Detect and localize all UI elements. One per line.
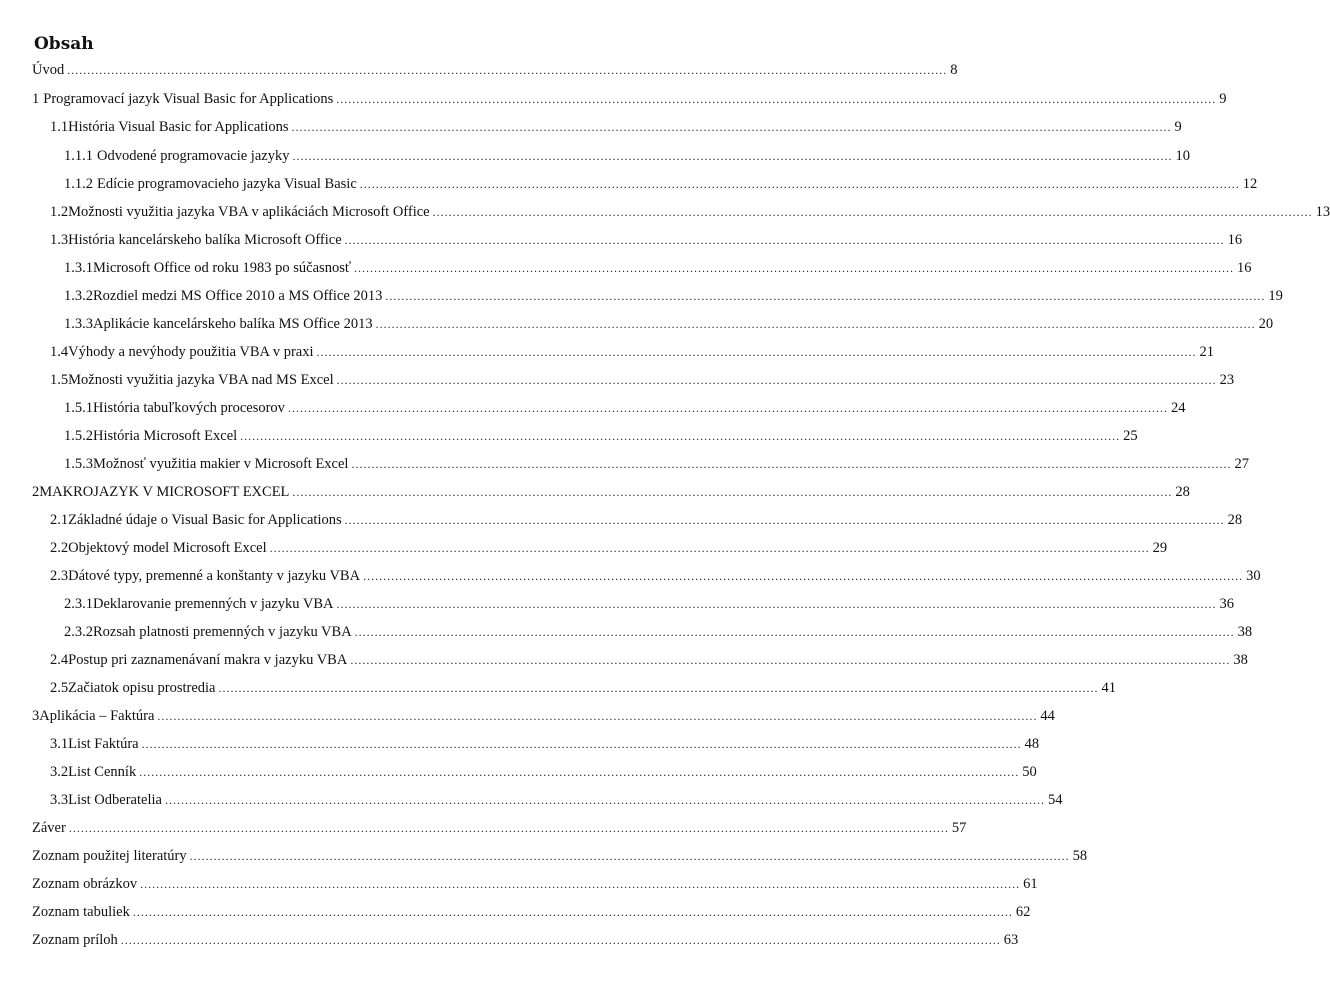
toc-entry-title: Zoznam tabuliek	[32, 904, 130, 920]
toc-entry-number: 1.5	[50, 372, 69, 388]
toc-entry-page: 25	[1123, 428, 1138, 444]
toc-dot-leader: ............................................................................................................................................................................................................................	[141, 737, 1022, 751]
toc-entry-page: 38	[1233, 652, 1248, 668]
toc-entry[interactable]	[50, 117, 1182, 137]
toc-entry-page: 38	[1237, 624, 1253, 640]
toc-entry-page: 54	[1047, 792, 1063, 808]
toc-dot-leader: ............................................................................................................................................................................................................................	[354, 625, 1235, 639]
toc-entry-number: 3.1	[50, 736, 69, 752]
toc-dot-leader: ............................................................................................................................................................................................................................	[385, 289, 1266, 303]
toc-entry-page: 19	[1268, 288, 1283, 304]
toc-entry-page: 20	[1258, 316, 1274, 332]
toc-dot-leader: ............................................................................................................................................................................................................................	[432, 205, 1313, 219]
toc-entry-page: 28	[1227, 512, 1243, 528]
toc-entry[interactable]	[50, 230, 1243, 250]
toc-entry-title: Odvodené programovacie jazyky	[97, 148, 290, 164]
toc-entry-page: 48	[1024, 736, 1040, 752]
toc-dot-leader: ............................................................................................................................................................................................................................	[67, 63, 948, 77]
toc-entry-number: 2.5	[50, 680, 69, 696]
toc-dot-leader: ............................................................................................................................................................................................................................	[354, 261, 1235, 275]
toc-entry-number: 1.1	[50, 119, 69, 135]
toc-dot-leader: ............................................................................................................................................................................................................................	[68, 821, 949, 835]
toc-entry[interactable]	[64, 146, 1190, 166]
toc-entry-number: 1.5.1	[64, 400, 93, 416]
toc-dot-leader: ............................................................................................................................................................................................................................	[120, 933, 1001, 947]
toc-entry[interactable]	[64, 454, 1249, 474]
toc-entry-title: Dátové typy, premenné a konštanty v jazyku VBA	[68, 568, 361, 584]
toc-entry-title: Záver	[32, 820, 66, 836]
toc-dot-leader: ............................................................................................................................................................................................................................	[132, 905, 1013, 919]
toc-dot-leader: ............................................................................................................................................................................................................................	[363, 569, 1244, 583]
toc-entry-page: 24	[1170, 400, 1186, 416]
toc-entry-number: 1.2	[50, 204, 69, 220]
toc-entry-number: 1	[32, 91, 40, 107]
toc-entry-title: Výhody a nevýhody použitia VBA v praxi	[68, 344, 314, 360]
toc-entry-number: 1.5.3	[64, 456, 93, 472]
toc-entry-page: 16	[1227, 232, 1243, 248]
toc-entry-number: 2.2	[50, 540, 69, 556]
toc-entry[interactable]	[50, 762, 1037, 782]
toc-entry[interactable]	[32, 846, 1088, 866]
toc-dot-leader: ............................................................................................................................................................................................................................	[375, 317, 1256, 331]
toc-entry[interactable]	[32, 874, 1038, 894]
toc-dot-leader: ............................................................................................................................................................................................................................	[218, 681, 1099, 695]
toc-entry[interactable]	[32, 482, 1190, 502]
toc-dot-leader: ............................................................................................................................................................................................................................	[316, 345, 1197, 359]
toc-entry-page: 8	[950, 62, 958, 78]
toc-entry-number: 1.1.2	[64, 176, 93, 192]
toc-entry-title: História Microsoft Excel	[93, 428, 238, 444]
toc-entry[interactable]	[64, 258, 1252, 278]
toc-entry-title: List Odberatelia	[68, 792, 162, 808]
toc-dot-leader: ............................................................................................................................................................................................................................	[292, 149, 1173, 163]
toc-entry-page: 57	[951, 820, 967, 836]
toc-dot-leader: ............................................................................................................................................................................................................................	[351, 457, 1232, 471]
toc-entry[interactable]	[50, 678, 1116, 698]
toc-entry[interactable]	[32, 706, 1055, 726]
toc-entry-title: Programovací jazyk Visual Basic for Applications	[43, 91, 334, 107]
toc-entry-page: 9	[1219, 91, 1227, 107]
toc-entry-page: 62	[1015, 904, 1031, 920]
toc-entry[interactable]	[32, 60, 958, 80]
toc-entry-number: 1.5.2	[64, 428, 93, 444]
toc-entry-page: 28	[1175, 484, 1190, 500]
toc-entry-title: List Cenník	[68, 764, 137, 780]
toc-entry-title: Postup pri zaznamenávaní makra v jazyku VBA	[68, 652, 348, 668]
toc-entry-title: Úvod	[32, 62, 65, 78]
toc-entry-number: 1.4	[50, 344, 69, 360]
toc-entry-number: 3.3	[50, 792, 69, 808]
toc-entry-number: 2.1	[50, 512, 69, 528]
toc-dot-leader: ............................................................................................................................................................................................................................	[359, 177, 1240, 191]
toc-entry-number: 2.3	[50, 568, 69, 584]
toc-entry[interactable]	[50, 510, 1243, 530]
toc-entry-number: 1.3.3	[64, 316, 93, 332]
toc-entry-page: 41	[1101, 680, 1116, 696]
toc-entry-title: História kancelárskeho balíka Microsoft Office	[68, 232, 342, 248]
toc-entry-number: 2	[32, 484, 40, 500]
toc-entry-title: História tabuľkových procesorov	[93, 400, 285, 416]
toc-entry-title: Možnosť využitia makier v Microsoft Excel	[93, 456, 349, 472]
toc-dot-leader: ............................................................................................................................................................................................................................	[139, 765, 1020, 779]
toc-entry[interactable]	[32, 89, 1227, 109]
toc-entry[interactable]	[64, 622, 1253, 642]
toc-entry-title: Deklarovanie premenných v jazyku VBA	[93, 596, 334, 612]
toc-dot-leader: ............................................................................................................................................................................................................................	[240, 429, 1121, 443]
toc-entry-title: Edície programovacieho jazyka Visual Basic	[97, 176, 357, 192]
toc-entry-title: Microsoft Office od roku 1983 po súčasnosť	[93, 260, 352, 276]
toc-entry[interactable]	[32, 902, 1031, 922]
toc-entry-number: 2.4	[50, 652, 69, 668]
toc-entry-title: Rozsah platnosti premenných v jazyku VBA	[93, 624, 352, 640]
toc-entry-title: Aplikácie kancelárskeho balíka MS Office 2013	[93, 316, 373, 332]
toc-entry-number: 2.3.2	[64, 624, 93, 640]
toc-entry-number: 1.3.1	[64, 260, 93, 276]
toc-entry-page: 10	[1175, 148, 1190, 164]
toc-dot-leader: ............................................................................................................................................................................................................................	[336, 92, 1217, 106]
toc-entry[interactable]	[64, 398, 1186, 418]
toc-entry-title: Objektový model Microsoft Excel	[68, 540, 267, 556]
toc-entry[interactable]	[64, 174, 1258, 194]
toc-entry-title: Zoznam použitej literatúry	[32, 848, 187, 864]
toc-entry-title: Zoznam obrázkov	[32, 876, 138, 892]
toc-dot-leader: ............................................................................................................................................................................................................................	[344, 513, 1225, 527]
toc-entry-page: 50	[1022, 764, 1037, 780]
toc-entry[interactable]	[50, 790, 1063, 810]
toc-entry-page: 23	[1219, 372, 1235, 388]
toc-dot-leader: ............................................................................................................................................................................................................................	[350, 653, 1231, 667]
toc-entry[interactable]	[32, 818, 967, 838]
toc-dot-leader: ............................................................................................................................................................................................................................	[344, 233, 1225, 247]
toc-entry-title: Rozdiel medzi MS Office 2010 a MS Office 2013	[93, 288, 383, 304]
toc-entry[interactable]	[64, 426, 1138, 446]
toc-dot-leader: ............................................................................................................................................................................................................................	[336, 597, 1217, 611]
toc-entry-title: List Faktúra	[68, 736, 139, 752]
toc-entry-page: 21	[1199, 344, 1215, 360]
toc-dot-leader: ............................................................................................................................................................................................................................	[164, 793, 1045, 807]
toc-entry-title: Začiatok opisu prostredia	[68, 680, 216, 696]
toc-entry-page: 29	[1152, 540, 1168, 556]
toc-entry-title: Možnosti využitia jazyka VBA nad MS Excel	[68, 372, 334, 388]
toc-entry-title: História Visual Basic for Applications	[68, 119, 289, 135]
toc-entry-title: Aplikácia – Faktúra	[39, 708, 155, 724]
toc-entry[interactable]	[64, 594, 1235, 614]
toc-entry-number: 1.1.1	[64, 148, 93, 164]
toc-entry-page: 61	[1023, 876, 1038, 892]
toc-entry-title: Zoznam príloh	[32, 932, 118, 948]
toc-dot-leader: ............................................................................................................................................................................................................................	[140, 877, 1021, 891]
toc-entry[interactable]	[50, 342, 1215, 362]
toc-entry[interactable]	[50, 538, 1168, 558]
toc-dot-leader: ............................................................................................................................................................................................................................	[336, 373, 1217, 387]
toc-dot-leader: ............................................................................................................................................................................................................................	[189, 849, 1070, 863]
toc-entry[interactable]	[64, 314, 1274, 334]
toc-entry[interactable]	[50, 734, 1040, 754]
toc-entry-page: 12	[1242, 176, 1258, 192]
toc-entry[interactable]	[50, 566, 1261, 586]
toc-entry[interactable]	[64, 286, 1283, 306]
toc-entry-page: 27	[1234, 456, 1249, 472]
toc-entry-title: Možnosti využitia jazyka VBA v aplikáciách Microsoft Office	[68, 204, 430, 220]
toc-entry-number: 2.3.1	[64, 596, 93, 612]
toc-entry-title: Základné údaje o Visual Basic for Applications	[68, 512, 342, 528]
toc-entry-page: 58	[1072, 848, 1088, 864]
toc-entry-page: 63	[1003, 932, 1019, 948]
toc-heading: Obsah	[34, 34, 94, 54]
toc-entry-title: MAKROJAZYK V MICROSOFT EXCEL	[39, 484, 290, 500]
toc-entry-page: 9	[1174, 119, 1182, 135]
toc-entry[interactable]	[50, 202, 1330, 222]
toc-dot-leader: ............................................................................................................................................................................................................................	[287, 401, 1168, 415]
toc-entry-page: 36	[1219, 596, 1235, 612]
toc-dot-leader: ............................................................................................................................................................................................................................	[269, 541, 1150, 555]
toc-entry[interactable]	[50, 650, 1248, 670]
toc-entry-page: 44	[1040, 708, 1055, 724]
toc-entry-number: 1.3.2	[64, 288, 93, 304]
toc-entry-number: 3	[32, 708, 40, 724]
toc-entry-number: 3.2	[50, 764, 69, 780]
toc-entry-number: 1.3	[50, 232, 69, 248]
toc-entry[interactable]	[32, 930, 1019, 950]
toc-entry-page: 30	[1246, 568, 1261, 584]
toc-dot-leader: ............................................................................................................................................................................................................................	[157, 709, 1038, 723]
toc-entry-page: 16	[1237, 260, 1252, 276]
toc-entry[interactable]	[50, 370, 1235, 390]
toc-dot-leader: ............................................................................................................................................................................................................................	[292, 485, 1173, 499]
toc-entry-page: 13	[1315, 204, 1330, 220]
toc-dot-leader: ............................................................................................................................................................................................................................	[291, 120, 1172, 134]
